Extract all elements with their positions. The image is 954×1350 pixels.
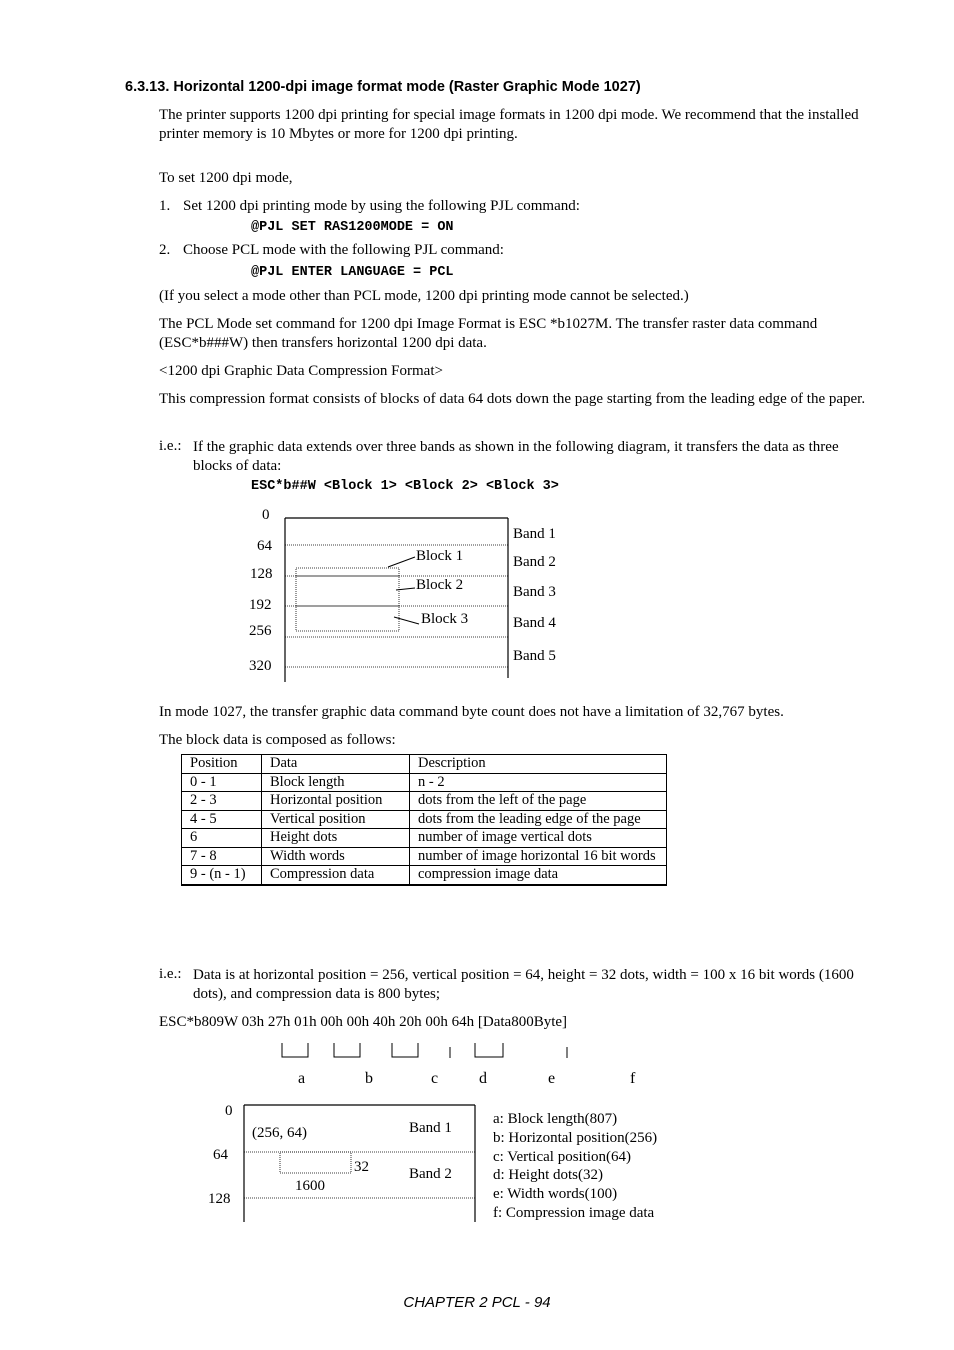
band-label: Band 3 [513,584,556,600]
legend-item: d: Height dots(32) [493,1167,603,1184]
legend [493,1110,657,1223]
brace-letter: b [365,1070,373,1087]
table-row [182,847,667,866]
table-cell: dots from the leading edge of the page [410,810,667,829]
step-2-text: Choose PCL mode with the following PJL command: [183,242,504,258]
pcl-mode-note: (If you select a mode other than PCL mode, 1200 dpi printing mode cannot be selected.) [159,288,689,304]
block-label: Block 3 [421,611,469,627]
y-label: 64 [257,538,272,554]
y-label: 192 [249,597,272,613]
table-row [182,792,667,811]
step-1-number: 1. [159,198,171,214]
brace-letter: e [548,1070,556,1087]
height-label: 32 [354,1159,369,1175]
band-label: Band 2 [513,554,556,570]
table-cell: Horizontal position [262,792,410,811]
legend-item: f: Compression image data [493,1204,655,1221]
table-cell: number of image horizontal 16 bit words [410,847,667,866]
step-2-command: @PJL ENTER LANGUAGE = PCL [251,265,454,280]
block-label: Block 1 [416,548,464,564]
table-cell: Block length [262,773,410,792]
band-label: Band 1 [513,526,556,542]
table-header: Description [410,755,667,774]
table-cell: n - 2 [410,773,667,792]
width-label: 1600 [295,1178,325,1194]
block-data-table [181,754,667,886]
brace-letter: a [298,1070,306,1087]
page-footer: CHAPTER 2 PCL - 94 [403,1294,551,1311]
table-header: Position [182,755,262,774]
ie-text-1: If the graphic data extends over three bands as shown in the following diagram, it transfers the data as three blocks of data: [193,439,839,474]
table-cell: number of image vertical dots [410,829,667,848]
y-label: 128 [208,1191,231,1207]
intro-paragraph: The printer supports 1200 dpi printing for special image formats in 1200 dpi mode. We recommend that the installed printer memory is 10 Mbytes or more for 1200 dpi printing. [159,107,859,142]
step-2-number: 2. [159,242,171,258]
legend-item: c: Vertical position(64) [493,1148,632,1165]
ie-text-2: Data is at horizontal position = 256, vertical position = 64, height = 32 dots, width = 100 x 16 bit words (1600 dots), and compression data is 800 bytes; [193,967,854,1002]
ie-label-1: i.e.: [159,438,182,454]
y-label: 256 [249,623,272,639]
table-cell: 6 [182,829,262,848]
step-1-command: @PJL SET RAS1200MODE = ON [251,220,454,235]
band-label: Band 1 [409,1120,452,1136]
table-cell: dots from the left of the page [410,792,667,811]
table-cell: 4 - 5 [182,810,262,829]
table-cell: 7 - 8 [182,847,262,866]
table-row [182,810,667,829]
escape-example-2: ESC*b809W 03h 27h 01h 00h 00h 40h 20h 00h 64h [Data800Byte] [159,1014,568,1030]
step-1-text: Set 1200 dpi printing mode by using the following PJL command: [183,198,580,214]
legend-item: b: Horizontal position(256) [493,1129,658,1146]
brace-letter: f [630,1070,636,1087]
intro-set-mode: To set 1200 dpi mode, [159,170,293,186]
y-label: 0 [262,507,270,523]
band-label: Band 5 [513,648,556,664]
table-cell: compression image data [410,866,667,885]
example-band-diagram [200,1095,490,1225]
legend-item: e: Width words(100) [493,1186,618,1203]
table-cell: 2 - 3 [182,792,262,811]
table-cell: Width words [262,847,410,866]
pcl-set-command-paragraph: The PCL Mode set command for 1200 dpi Image Format is ESC *b1027M. The transfer raster data command (ESC*b###W) then transfers horizontal 1200 dpi data. [159,316,818,351]
legend-item: a: Block length(807) [493,1111,618,1127]
y-label: 0 [225,1103,233,1119]
table-row [182,866,667,885]
table-cell: Compression data [262,866,410,885]
byte-group-brackets [270,1040,670,1090]
escape-example: ESC*b##W <Block 1> <Block 2> <Block 3> [251,479,559,494]
table-row [182,773,667,792]
y-label: 320 [249,658,272,674]
y-label: 64 [213,1147,228,1163]
table-header-row [182,755,667,774]
mode-1027-paragraph: In mode 1027, the transfer graphic data command byte count does not have a limitation of 32,767 bytes. [159,704,784,720]
block-label: Block 2 [416,577,464,593]
table-cell: Height dots [262,829,410,848]
origin-label: (256, 64) [252,1125,307,1141]
section-heading: 6.3.13. Horizontal 1200-dpi image format mode (Raster Graphic Mode 1027) [125,79,641,95]
band-label: Band 2 [409,1166,452,1182]
y-label: 128 [250,566,273,582]
brace-letter: d [479,1070,487,1087]
band-block-diagram [240,500,580,686]
table-cell: 9 - (n - 1) [182,866,262,885]
compression-format-title: <1200 dpi Graphic Data Compression Format> [159,363,443,379]
brace-letter: c [431,1070,439,1087]
band-label: Band 4 [513,615,556,631]
block-data-intro: The block data is composed as follows: [159,732,396,748]
table-row [182,829,667,848]
table-header: Data [262,755,410,774]
table-cell: 0 - 1 [182,773,262,792]
ie-label-2: i.e.: [159,966,182,982]
table-cell: Vertical position [262,810,410,829]
compression-paragraph: This compression format consists of blocks of data 64 dots down the page starting from the leading edge of the paper. [159,391,866,407]
